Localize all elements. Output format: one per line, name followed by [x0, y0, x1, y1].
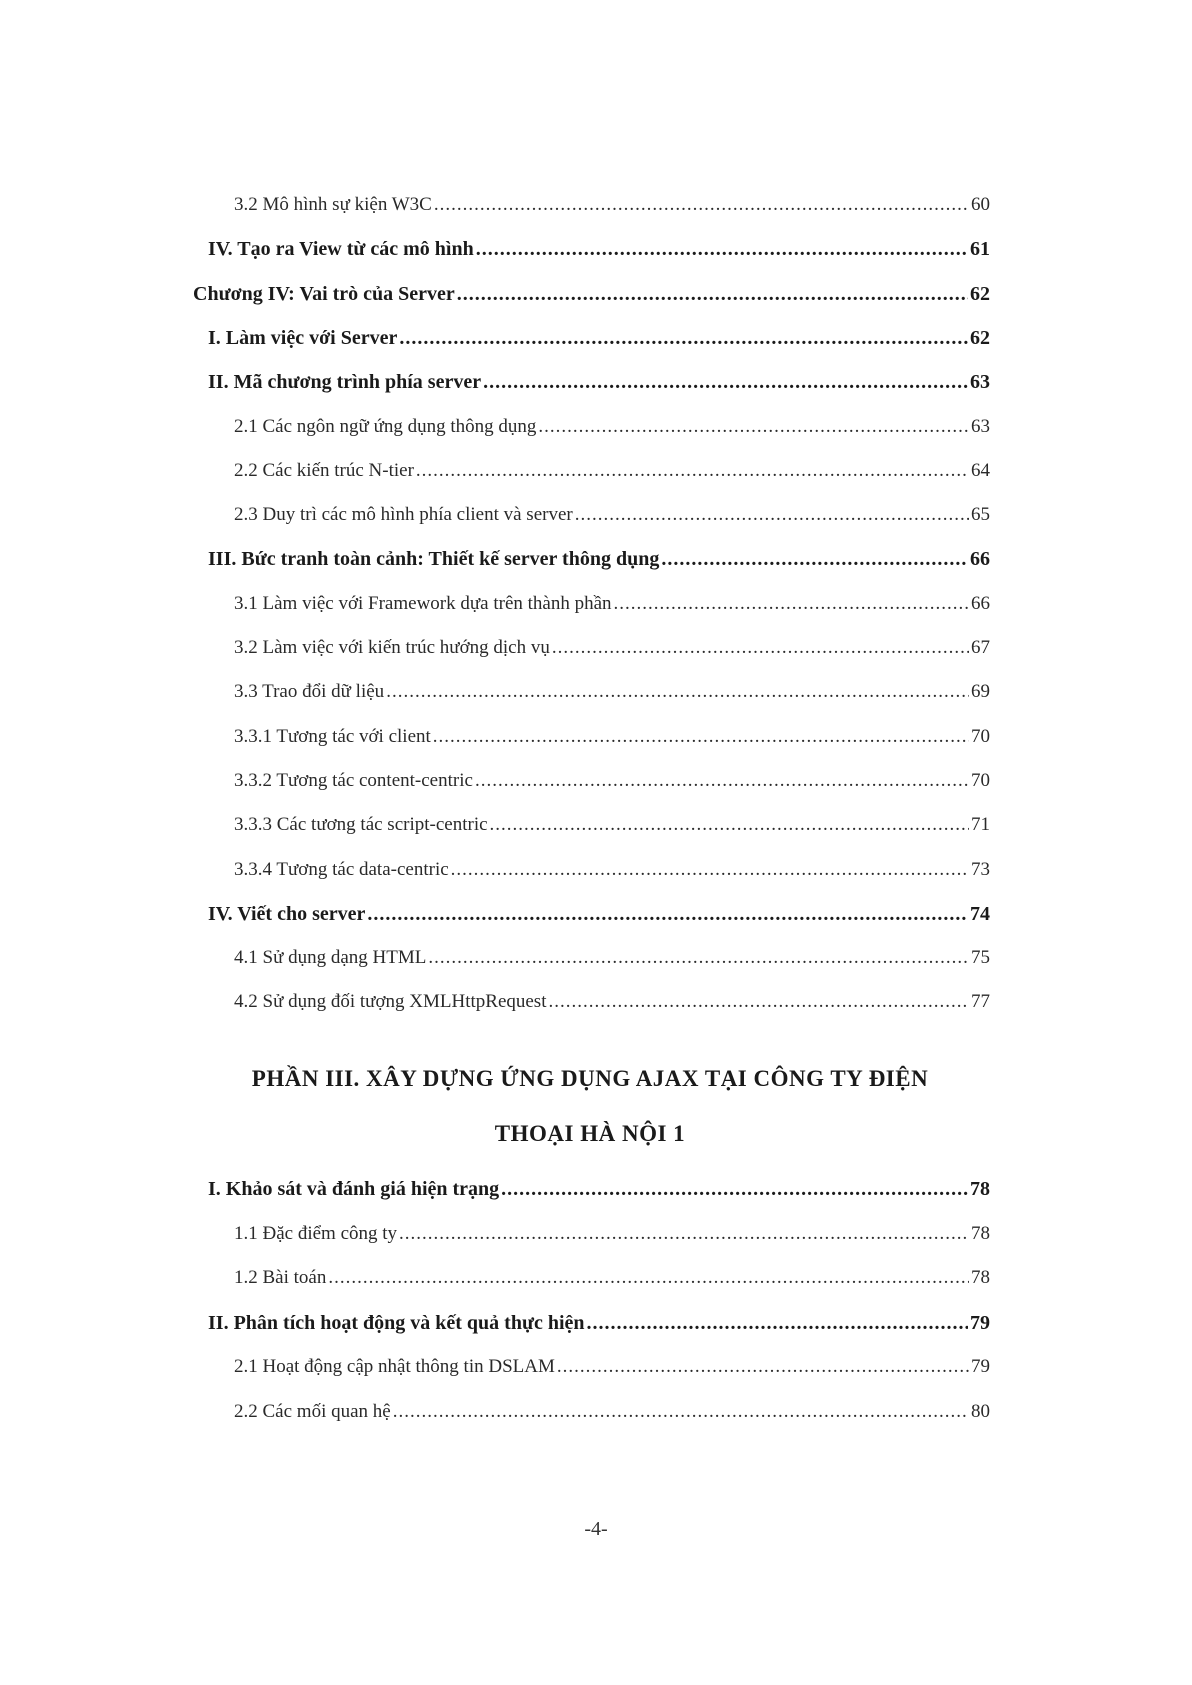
toc-entry: [234, 726, 990, 756]
toc-entry-page-number: 70: [971, 725, 990, 747]
dot-leader: [575, 504, 969, 526]
toc-entry-title: 2.3 Duy trì các mô hình phía client và server: [234, 504, 573, 526]
toc-entry-page-number: 70: [971, 769, 990, 791]
toc-entry-page-number: 66: [970, 548, 990, 571]
toc-entry: [234, 859, 990, 889]
toc-entry-page-number: 67: [971, 637, 990, 658]
toc-entry-title: 2.1 Hoạt động cập nhật thông tin DSLAM: [234, 1356, 555, 1377]
dot-leader: [557, 1356, 969, 1378]
toc-entry-title: 2.2 Các kiến trúc N-tier: [234, 459, 414, 481]
dot-leader: [451, 859, 969, 881]
toc-entry-page-number: 63: [971, 415, 990, 437]
toc-entry-title: 3.3 Trao đổi dữ liệu: [234, 681, 385, 703]
dot-leader: [501, 1178, 968, 1201]
toc-entry-title: 2.1 Các ngôn ngữ ứng dụng thông dụng: [234, 415, 537, 437]
dot-leader: [428, 947, 969, 969]
dot-leader: [548, 991, 969, 1013]
toc-entry: [234, 814, 990, 844]
toc-entry-page-number: 60: [971, 194, 990, 215]
toc-entry-title: I. Làm việc với Server: [208, 326, 398, 349]
toc-entry: [208, 1312, 990, 1342]
toc-entry-title: IV. Tạo ra View từ các mô hình: [208, 238, 474, 261]
dot-leader: [587, 1312, 968, 1335]
dot-leader: [328, 1267, 969, 1289]
dot-leader: [490, 814, 969, 836]
toc-entry: [234, 1356, 990, 1386]
toc-entry-page-number: 79: [970, 1311, 990, 1334]
dot-leader: [399, 1223, 969, 1245]
toc-entry: [234, 947, 990, 977]
page-number: -4-: [584, 1518, 608, 1540]
dot-leader: [552, 637, 969, 659]
toc-entry: [193, 283, 990, 313]
dot-leader: [367, 903, 968, 926]
toc-entry-page-number: 73: [971, 858, 990, 880]
dot-leader: [416, 460, 969, 482]
toc-entry-page-number: 62: [970, 326, 990, 349]
dot-leader: [476, 238, 968, 261]
toc-entry-page-number: 74: [970, 902, 990, 925]
toc-entry: [234, 194, 990, 224]
toc-entry-page-number: 63: [970, 371, 990, 394]
toc-entry: [234, 991, 990, 1021]
toc-entry-title: II. Mã chương trình phía server: [208, 371, 482, 394]
toc-entry-title: 3.1 Làm việc với Framework dựa trên thành phần: [234, 592, 612, 614]
toc-entry-page-number: 64: [971, 459, 990, 481]
toc-entry: [234, 1223, 990, 1253]
toc-entry: [234, 504, 990, 534]
toc-entry-title: 1.1 Đặc điểm công ty: [234, 1222, 398, 1244]
toc-entry: [234, 1267, 990, 1297]
toc-entry: [234, 416, 990, 446]
toc-entry: [208, 548, 990, 578]
part-heading-line-1: PHẦN III. XÂY DỰNG ỨNG DỤNG AJAX TẠI CÔNG TY ĐIỆN: [251, 1066, 929, 1091]
dot-leader: [538, 416, 969, 438]
toc-entry-page-number: 80: [971, 1400, 990, 1422]
toc-entry-page-number: 65: [971, 504, 990, 526]
dot-leader: [483, 371, 968, 394]
toc-entry-title: 4.1 Sử dụng dạng HTML: [234, 947, 427, 969]
toc-entry-page-number: 78: [971, 1267, 990, 1288]
toc-entry-page-number: 69: [971, 681, 990, 703]
dot-leader: [614, 593, 969, 615]
toc-entry: [208, 371, 990, 401]
toc-entry: [234, 1401, 990, 1431]
toc-entry-title: I. Khảo sát và đánh giá hiện trạng: [208, 1178, 500, 1200]
toc-entry-title: 3.3.4 Tương tác data-centric: [234, 858, 449, 880]
toc-entry-title: 1.2 Bài toán: [234, 1267, 327, 1288]
dot-leader: [433, 726, 969, 748]
toc-entry: [208, 1178, 990, 1208]
dot-leader: [386, 681, 969, 703]
dot-leader: [393, 1401, 969, 1423]
toc-entry-page-number: 66: [971, 592, 990, 614]
toc-entry-page-number: 61: [970, 238, 990, 261]
toc-entry: [234, 593, 990, 623]
toc-entry-title: 3.3.3 Các tương tác script-centric: [234, 814, 488, 836]
toc-entry: [234, 637, 990, 667]
toc-entry-page-number: 62: [970, 282, 990, 305]
toc-entry-page-number: 75: [971, 947, 990, 969]
toc-entry-page-number: 78: [970, 1178, 990, 1200]
toc-entry-page-number: 78: [971, 1222, 990, 1244]
toc-entry-title: 2.2 Các mối quan hệ: [234, 1400, 391, 1422]
dot-leader: [457, 283, 968, 306]
toc-entry-title: Chương IV: Vai trò của Server: [193, 282, 455, 305]
toc-entry: [208, 327, 990, 357]
dot-leader: [661, 548, 968, 571]
toc-entry-page-number: 79: [971, 1356, 990, 1377]
toc-entry-title: II. Phân tích hoạt động và kết quả thực hiện: [208, 1311, 585, 1334]
toc-entry: [208, 903, 990, 933]
toc-entry-title: 3.2 Mô hình sự kiện W3C: [234, 194, 432, 215]
toc-entry: [208, 238, 990, 268]
toc-entry: [234, 681, 990, 711]
part-heading-line-2: THOẠI HÀ NỘI 1: [494, 1121, 686, 1146]
toc-entry: [234, 770, 990, 800]
toc-entry-page-number: 77: [971, 991, 990, 1013]
toc-entry-page-number: 71: [971, 814, 990, 836]
toc-entry: [234, 460, 990, 490]
toc-entry-title: 3.3.1 Tương tác với client: [234, 725, 431, 747]
toc-entry-title: IV. Viết cho server: [208, 902, 366, 925]
toc-entry-title: 3.2 Làm việc với kiến trúc hướng dịch vụ: [234, 637, 550, 658]
toc-entry-title: III. Bức tranh toàn cảnh: Thiết kế server thông dụng: [208, 548, 660, 571]
dot-leader: [399, 327, 968, 350]
toc-entry-title: 3.3.2 Tương tác content-centric: [234, 769, 473, 791]
dot-leader: [475, 770, 969, 792]
dot-leader: [434, 194, 969, 216]
toc-entry-title: 4.2 Sử dụng đối tượng XMLHttpRequest: [234, 991, 547, 1013]
